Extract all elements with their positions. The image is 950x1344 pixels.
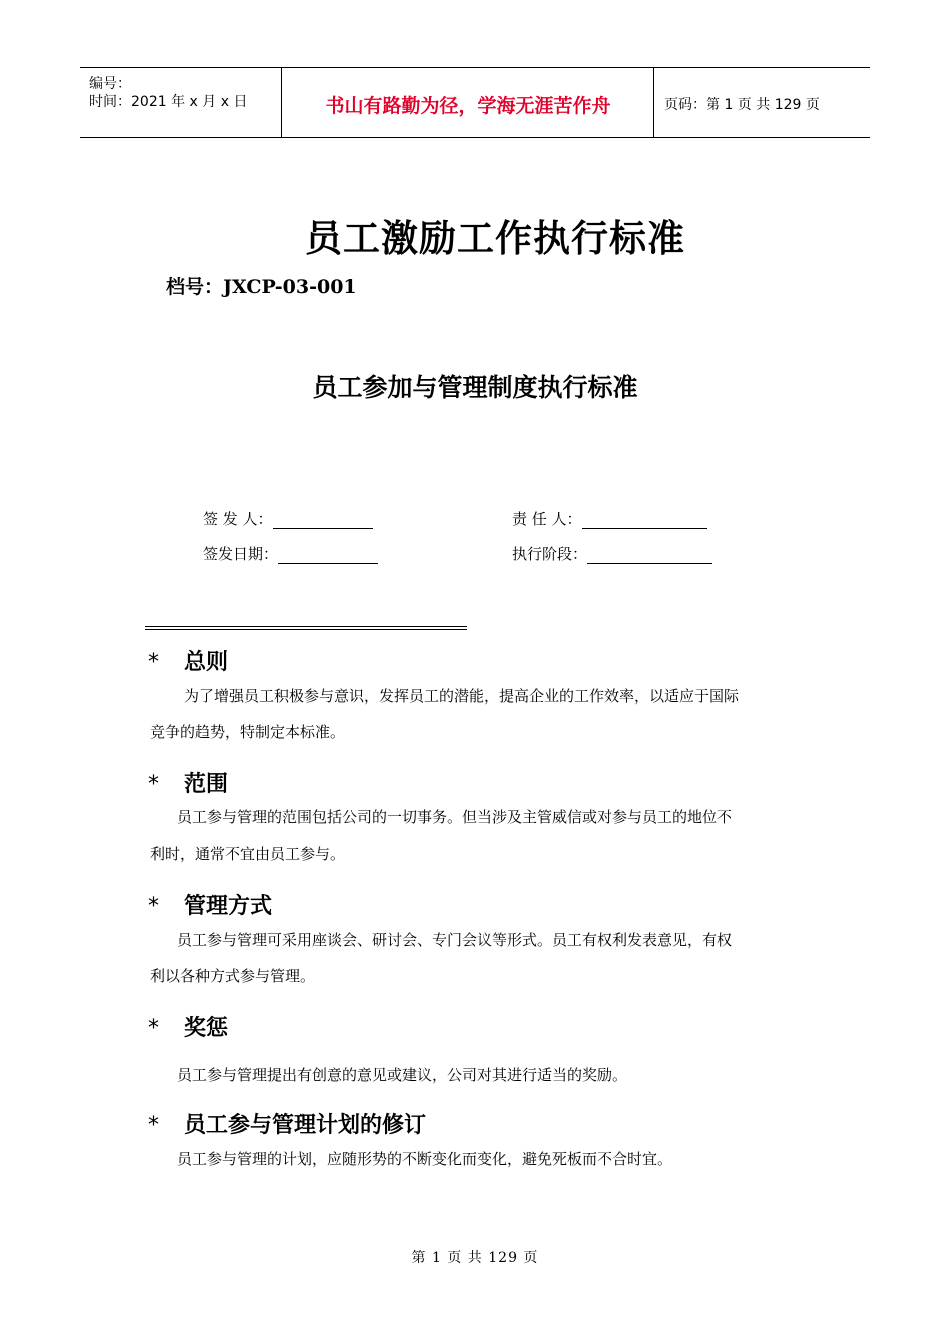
header-left-cell [80, 68, 282, 137]
paragraph-line: 员工参与管理的范围包括公司的一切事务。但当涉及主管威信或对参与员工的地位不 [177, 808, 733, 826]
number-label: 编号： [89, 76, 131, 92]
bullet-star: * [148, 894, 159, 919]
header-motto-cell [282, 68, 654, 137]
section-title: 员工参与管理计划的修订 [184, 1113, 427, 1138]
section-paragraph [177, 1057, 837, 1093]
issuer-label: 签 发 人： [203, 510, 273, 528]
section-paragraph [184, 678, 844, 714]
section-paragraph [177, 799, 837, 835]
divider-line [145, 629, 467, 630]
section-heading [148, 645, 228, 676]
responsible-label: 责 任 人： [512, 510, 582, 528]
exec-stage-field [512, 543, 712, 564]
bullet-star: * [148, 1113, 159, 1138]
issuer-field [203, 508, 373, 529]
bullet-star: * [148, 772, 159, 797]
section-paragraph [150, 958, 810, 994]
motto: 书山有路勤为径，学海无涯苦作舟 [325, 95, 611, 117]
page-info: 页码：第 1 页 共 129 页 [664, 97, 820, 113]
section-paragraph [177, 1141, 837, 1177]
paragraph-line: 员工参与管理可采用座谈会、研讨会、专门会议等形式。员工有权利发表意见，有权 [177, 931, 733, 949]
section-paragraph [150, 714, 810, 750]
exec-stage-blank [587, 547, 712, 564]
document-header [80, 67, 870, 138]
issue-date-blank [278, 547, 378, 564]
section-title: 奖惩 [184, 1016, 229, 1041]
issue-date-field [203, 543, 378, 564]
section-heading [148, 1108, 426, 1139]
paragraph-line: 利以各种方式参与管理。 [150, 967, 316, 985]
responsible-field [512, 508, 707, 529]
header-page-cell [654, 68, 870, 137]
page-footer: 第 1 页 共 129 页 [411, 1250, 539, 1266]
bullet-star: * [148, 1016, 159, 1041]
paragraph-line: 为了增强员工积极参与意识，发挥员工的潜能，提高企业的工作效率，以适应于国际 [184, 687, 740, 705]
page-title: 员工激励工作执行标准 [305, 217, 685, 260]
paragraph-line: 员工参与管理提出有创意的意见或建议，公司对其进行适当的奖励。 [177, 1066, 628, 1084]
paragraph-line: 员工参与管理的计划，应随形势的不断变化而变化，避免死板而不合时宜。 [177, 1150, 673, 1168]
section-heading [148, 889, 272, 920]
time-label: 时间：2021 年 x 月 x 日 [89, 94, 248, 110]
exec-stage-label: 执行阶段： [512, 545, 588, 563]
issuer-blank [273, 512, 373, 529]
responsible-blank [582, 512, 707, 529]
issue-date-label: 签发日期： [203, 545, 279, 563]
section-heading [148, 1011, 228, 1042]
bullet-star: * [148, 650, 159, 675]
paragraph-line: 利时，通常不宜由员工参与。 [150, 845, 346, 863]
doc-number: 档号：JXCP-03-001 [166, 276, 357, 298]
section-title: 范围 [184, 772, 229, 797]
section-paragraph [150, 836, 810, 872]
section-title: 总则 [184, 650, 229, 675]
section-heading [148, 767, 228, 798]
section-paragraph [177, 922, 837, 958]
divider-line [145, 626, 467, 627]
section-title: 管理方式 [184, 894, 273, 919]
paragraph-line: 竞争的趋势，特制定本标准。 [150, 723, 346, 741]
page-subtitle: 员工参加与管理制度执行标准 [312, 373, 638, 402]
